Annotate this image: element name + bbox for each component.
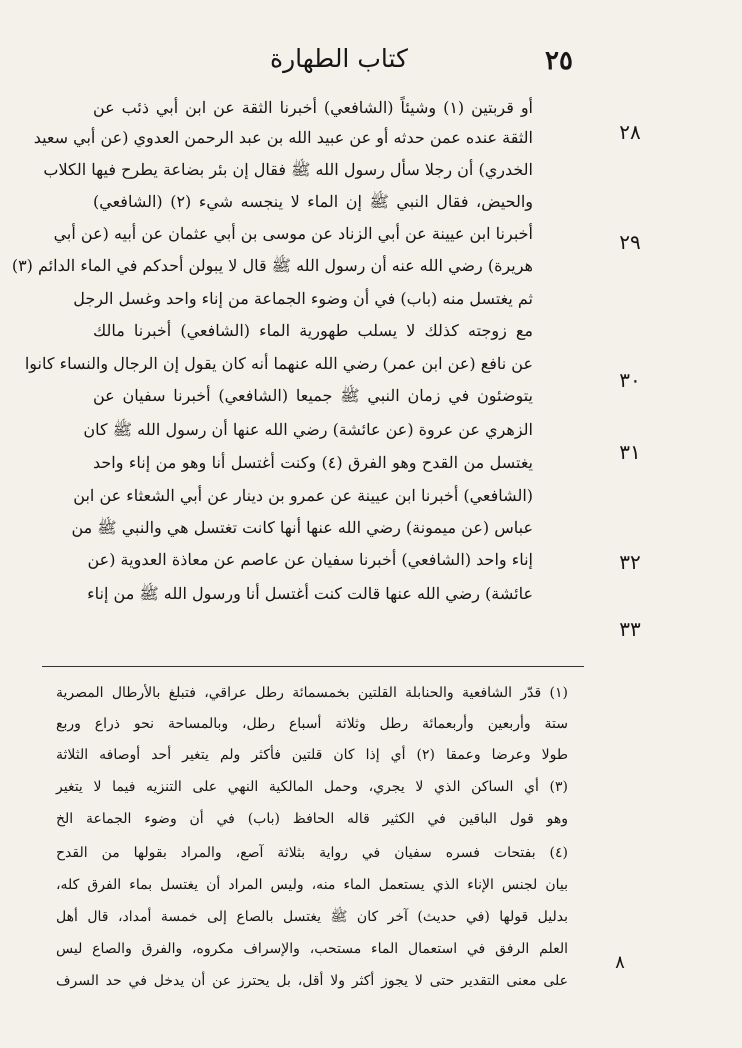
text-line: (الشافعي) أخبرنا ابن عيينة عن عمرو بن دينار عن أبي الشعثاء عن ابن xyxy=(73,486,533,505)
footnote-line: (٤) بفتحات فسره سفيان في رواية بثلاثة آصع، والمراد بقولها من القدح xyxy=(56,845,568,861)
text-line: هريرة) رضي الله عنه أن رسول الله ﷺ قال لا يبولن أحدكم في الماء الدائم (٣) xyxy=(11,256,533,275)
margin-number: ٣٣ xyxy=(619,617,641,641)
text-line: أو قربتين (١) وشيئاً (الشافعي) أخبرنا الثقة عن ابن أبي ذئب عن xyxy=(93,98,534,117)
footnote-line: (٣) أي الساكن الذي لا يجري، وحمل المالكية النهي على التنزيه فيما لا يتغير xyxy=(56,779,568,795)
margin-number: ٢٩ xyxy=(619,230,641,254)
text-line: عائشة) رضي الله عنها قالت كنت أغتسل أنا ورسول الله ﷺ من إناء xyxy=(87,584,533,603)
footnote-line: بيان لجنس الإناء الذي يستعمل الماء منه، وليس المراد أن يغتسل بماء الفرق كله، xyxy=(56,877,568,893)
margin-number: ٣١ xyxy=(619,440,641,464)
text-line: الثقة عنده عمن حدثه أو عن عبيد الله بن عبد الرحمن العدوي (عن أبي سعيد xyxy=(33,128,533,147)
text-line: ثم يغتسل منه (باب) في أن وضوء الجماعة من إناء واحد وغسل الرجل xyxy=(73,289,533,308)
footnote-line: على معنى التقدير حتى لا يجوز أكثر ولا أقل، بل يحترز عن أن يدخل في حد السرف xyxy=(56,973,568,989)
page-number: ٢٥ xyxy=(545,46,573,76)
margin-number: ٢٨ xyxy=(619,120,641,144)
text-line: عن نافع (عن ابن عمر) رضي الله عنهما أنه كان يقول إن الرجال والنساء كانوا xyxy=(24,354,533,373)
text-line: إناء واحد (الشافعي) أخبرنا سفيان عن عاصم عن معاذة العدوية (عن xyxy=(87,550,533,569)
text-line: أخبرنا ابن عيينة عن أبي الزناد عن موسى بن أبي عثمان عن أبيه (عن أبي xyxy=(53,224,533,243)
text-line: مع زوجته كذلك لا يسلب طهورية الماء (الشافعي) أخبرنا مالك xyxy=(93,321,533,340)
footnote-line: طولا وعرضا وعمقا (٢) أي إذا كان قلتين فأكثر ولم يتغير أحد أوصافه الثلاثة xyxy=(56,747,568,763)
text-line: يتوضئون في زمان النبي ﷺ جميعا (الشافعي) أخبرنا سفيان عن xyxy=(93,386,533,405)
footnote-line: (١) قدّر الشافعية والحنابلة القلتين بخمسمائة رطل عراقي، فتبلغ بالأرطال المصرية xyxy=(56,685,568,701)
text-line: عباس (عن ميمونة) رضي الله عنها أنها كانت تغتسل هي والنبي ﷺ من xyxy=(71,518,533,537)
text-line: الزهري عن عروة (عن عائشة) رضي الله عنها أن رسول الله ﷺ كان xyxy=(83,420,533,439)
text-line: والحيض، فقال النبي ﷺ إن الماء لا ينجسه شيء (٢) (الشافعي) xyxy=(93,192,533,211)
page-header xyxy=(40,34,620,78)
footnote-line: وهو قول الباقين في الكثير قاله الحافظ (باب) في أن وضوء الجماعة الخ xyxy=(56,811,568,827)
text-line: الخدري) أن رجلا سأل رسول الله ﷺ فقال إن بئر بضاعة يطرح فيها الكلاب xyxy=(43,160,533,179)
chapter-title: كتاب الطهارة xyxy=(270,44,408,73)
footnote-line: العلم الرفق في استعمال الماء مستحب، والإسراف مكروه، والفرق والصاع ليس xyxy=(56,941,568,957)
footnote-divider xyxy=(42,666,584,667)
footnote-line: ستة وأربعين وأربعمائة رطل وثلاثة أسباع رطل، وبالمساحة نحو ذراع وربع xyxy=(56,716,568,732)
footnote-margin-number: ٨ xyxy=(615,952,625,973)
footnote-line: بدليل قولها (في حديث) آخر كان ﷺ يغتسل بالصاع إلى خمسة أمداد، قال أهل xyxy=(56,909,568,925)
margin-number: ٣٠ xyxy=(619,368,641,392)
text-line: يغتسل من القدح وهو الفرق (٤) وكنت أغتسل أنا وهو من إناء واحد xyxy=(93,453,534,472)
margin-number: ٣٢ xyxy=(619,550,641,574)
